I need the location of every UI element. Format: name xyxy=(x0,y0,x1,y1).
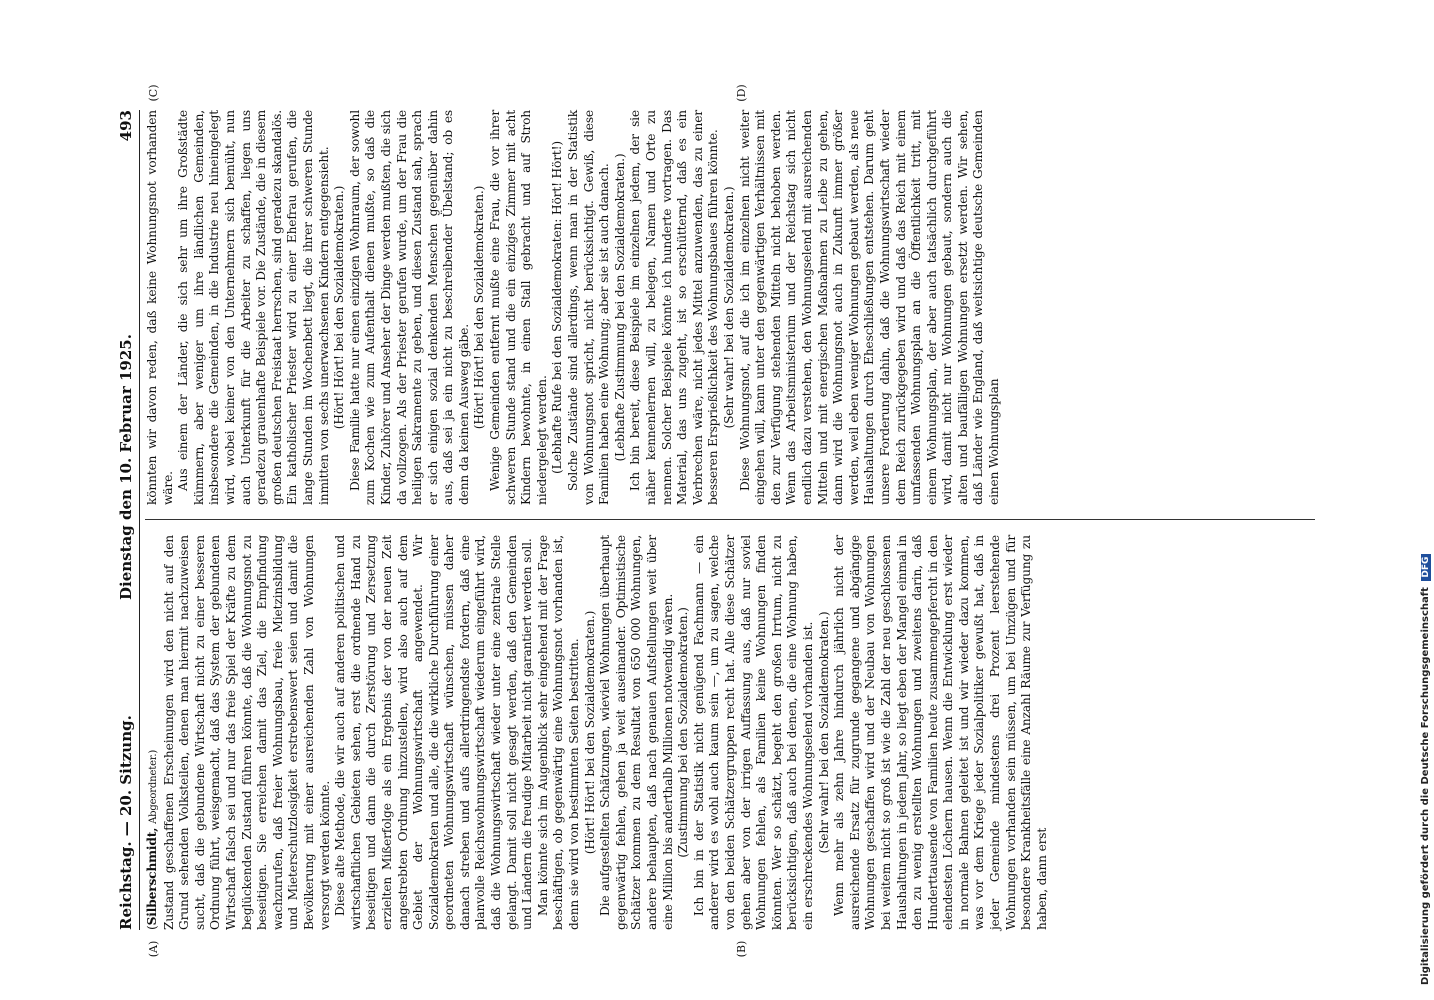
paragraph: Die aufgestellten Schätzungen, wieviel Wohnungen überhaupt gegenwärtig fehlen, gehen ja weit auseinander. Optimistische Schätzer kommen zu dem Resultat von 650 000 Wohnungen, andere behaupten, daß nach genauen Aufstellungen weit über eine Million bis anderthalb Millionen notwendig wären. xyxy=(598,535,675,930)
paragraph: Ich bin in der Statistik nicht genügend Fachmann — ein anderer wird es wohl auch kaum sein —, um zu sagen, welche von den beiden Schätzergruppen recht hat. Alle diese Schätzer gehen aber von der irrigen Auffassung aus, daß nur soviel Wohnungen fehlen, als Familien keine Wohnungen finden könnten. Wer so schätzt, begeht den großen Irrtum, nicht zu berücksichtigen, daß auch bei denen, die eine Wohnung haben, ein erschreckendes Wohnungselend vorhanden ist. xyxy=(691,535,815,930)
speaker-name: Silberschmidt, xyxy=(145,827,159,926)
digitization-sidebar xyxy=(1418,0,1434,1000)
paragraph: Diese Wohnungsnot, auf die ich im einzelnen nicht weiter eingehen will, kann unter den gegenwärtigen Verhältnissen mit den zur Verfügung stehenden Mitteln nicht behoben werden. Wenn das Arbeitsministerium und der Reichstag sich nicht endlich dazu verstehen, den Wohnungselend mit ausreichenden Mitteln und mit energischen Maßnahmen zu Leibe zu gehen, dann wird die Wohnungsnot auch in Zukunft immer größer werden, weil eben weniger Wohnungen gebaut werden, als neue Haushaltungen durch Eheschließungen entstehen. Darum geht unsere Forderung dahin, daß die Wohnungswirtschaft wieder dem Reich zurückgegeben wird und daß das Reich mit einem umfassenden Wohnungsplan an die Öffentlichkeit tritt, mit einem Wohnungsplan, der aber auch tatsächlich durchgeführt wird, damit nicht nur Wohnungen gebaut, sondern auch die alten und baufälligen Wohnungen ersetzt werden. Wir sehen, daß Länder wie England, daß weitsichtige deutsche Gemeinden einen Wohnungsplan xyxy=(737,110,1002,505)
interjection: (Sehr wahr! bei den Sozialdemokraten.) xyxy=(721,186,736,429)
speaker-note: Abgeordneter.) xyxy=(148,749,159,824)
column-divider xyxy=(145,519,1315,520)
paragraph: Aus einem der Länder, die sich sehr um ihre Großstädte kümmern, aber weniger um ihre ländlichen Gemeinden, insbesondere die Gemeinden, in die Industrie neu hineingelegt wird, wobei keiner von den Unternehmern sich bemüht, nun auch Unterkunft für die Arbeiter zu schaffen, liegen uns geradezu grauenhafte Beispiele vor. Die Zustände, die in diesem großen deutschen Freistaat herrschen, sind geradezu skandalös. Ein katholischer Priester wird zu einer Ehefrau gerufen, die lange Stunden im Wochenbett liegt, die ihrer schweren Stunde inmitten von sechs unerwachsenen Kindern entgegensieht. xyxy=(176,110,331,505)
digitization-credit xyxy=(1420,554,1431,985)
page-header xyxy=(115,110,140,930)
margin-marker-a: (A) xyxy=(147,940,160,958)
page-number: 493 xyxy=(117,110,135,142)
paragraph: Diese alte Methode, die wir auch auf anderen politischen und wirtschaftlichen Gebieten sehen, erst die ordnende Hand zu beseitigen und dann die durch Zerstörung und Zersetzung erzielten Mißerfolge als ein Ergebnis der von der neuen Zeit angestrebten Ordnung hinzustellen, wird also auch auf dem Gebiet der Wohnungswirtschaft angewendet. Wir Sozialdemokraten und alle, die die wirkliche Durchführung einer geordneten Wohnungswirtschaft wünschen, müssen daher danach streben und aufs allerdringendste fordern, daß eine planvolle Reichswohnungswirtschaft wiederum eingeführt wird, daß die Wohnungswirtschaft wieder unter eine zentrale Stelle gelangt. Damit soll nicht gesagt werden, daß den Gemeinden und Ländern die freudige Mitarbeit nicht garantiert werden soll. xyxy=(333,535,535,930)
margin-marker-b: (B) xyxy=(735,940,748,958)
interjection: (Sehr wahr! bei den Sozialdemokraten.) xyxy=(816,611,831,854)
margin-marker-d: (D) xyxy=(735,84,748,102)
paragraph: Man könnte sich im Augenblick sehr eingehend mit der Frage beschäftigen, ob gegenwärtig eine Wohnungsnot vorhanden ist, denn sie wird von bestimmten Seiten bestritten. xyxy=(535,535,582,930)
paragraph: könnten wir davon reden, daß keine Wohnungsnot vorhanden wäre. xyxy=(145,110,175,505)
credit-text: Digitalisierung gefördert durch die Deutsche Forschungsgemeinschaft xyxy=(1420,587,1431,985)
interjection: (Lebhafte Rufe bei den Sozialdemokraten: Hört! Hört!) xyxy=(550,141,565,474)
left-column xyxy=(145,535,1050,930)
paragraph: Zustand geschaffenen Erscheinungen wird den nicht auf den Grund sehenden Volksteilen, denen man hiermit nachzuweisen sucht, daß die gebundene Wirtschaft nicht zu einer besseren Ordnung führt, weisgemacht, daß das System der gebundenen Wirtschaft falsch sei und nur das freie Spiel der Kräfte zu dem beglückenden Zustand führen könnte, daß die Wohnungsnot zu beseitigen. Sie erreichen damit das Ziel, die Empfindung wachzurufen, daß freier Wohnungsbau, freie Mietzinsbildung und Mieterschutzlosigkeit erstrebenswert seien und damit die Bevölkerung mit einer ausreichenden Zahl von Wohnungen versorgt werden könnte. xyxy=(161,535,332,930)
margin-marker-c: (C) xyxy=(147,84,160,102)
speaker-line: (Silberschmidt, Abgeordneter.) xyxy=(145,749,159,930)
paragraph: Diese Familie hatte nur einen einzigen Wohnraum, der sowohl zum Kochen wie zum Aufenthalt dienen mußte, so daß die Kinder, Zuhörer und Anseher der Dinge werden mußten, die sich da vollzogen. Als der Priester gerufen wurde, um der Frau die heiligen Sakramente zu geben, und diesen Zustand sah, sprach er sich einigen sozial denkenden Menschen gegenüber dahin aus, daß sei ja ein nicht zu beschreibender Übelstand; ob es denn da keinen Ausweg gäbe. xyxy=(347,110,471,505)
interjection: (Lebhafte Zustimmung bei den Sozialdemokraten.) xyxy=(612,153,627,462)
header-session: Reichstag. — 20. Sitzung. xyxy=(117,715,135,930)
header-date: Dienstag den 10. Februar 1925. xyxy=(117,334,135,600)
interjection: (Hört! Hört! bei den Sozialdemokraten.) xyxy=(472,185,487,430)
right-column xyxy=(145,110,1003,505)
paragraph: Wenn mehr als zehn Jahre hindurch jährlich nicht der ausreichende Ersatz für zugrunde gegangene und abgängige Wohnungen geschaffen wird und der Neubau von Wohnungen bei weitem nicht so groß ist wie die Zahl der neu geschlossenen Haushaltungen in jedem Jahr, so liegt eben der Mangel einmal in den zu wenig erstellten Wohnungen und zweitens darin, daß Hunderttausende von Familien heute zusammengepfercht in den elendesten Löchern hausen. Wenn die Entwicklung erst wieder in normale Bahnen geleitet ist und wir wieder dazu kommen, was vor dem Kriege jeder Sozialpolitiker gewußt hat, daß in jeder Gemeinde mindestens drei Prozent leerstehende Wohnungen vorhanden sein müssen, um bei Umzügen und für besondere Krankheitsfälle eine Anzahl Räume zur Verfügung zu haben, dann erst xyxy=(832,535,1049,930)
paragraph: Wenige Gemeinden entfernt mußte eine Frau, die vor ihrer schweren Stunde stand und die ein einziges Zimmer mit acht Kindern bewohnte, in einen Stall gebracht und auf Stroh niedergelegt werden. xyxy=(488,110,549,505)
dfg-logo: DFG xyxy=(1421,554,1431,581)
interjection: (Zustimmung bei den Sozialdemokraten.) xyxy=(676,607,691,858)
rotated-document-page xyxy=(115,84,1315,958)
paragraph: Solche Zustände sind allerdings, wenn man in der Statistik von Wohnungsnot spricht, nicht berücksichtigt. Gewiß, diese Familien haben eine Wohnung; aber sie ist auch danach. xyxy=(566,110,612,505)
paragraph: Ich bin bereit, diese Beispiele im einzelnen jedem, der sie näher kennenlernen will, zu belegen, Namen und Orte zu nennen. Solcher Beispiele könnte ich hunderte vortragen. Das Material, das uns zugeht, ist so erschütternd, daß es ein Verbrechen wäre, nicht jedes Mittel anzuwenden, das zu einer besseren Ersprießlichkeit des Wohnungsbaues führen könnte. xyxy=(628,110,721,505)
interjection: (Hört! Hört! bei den Sozialdemokraten.) xyxy=(582,610,597,855)
interjection: (Hört! Hört! bei den Sozialdemokraten.) xyxy=(332,185,347,430)
